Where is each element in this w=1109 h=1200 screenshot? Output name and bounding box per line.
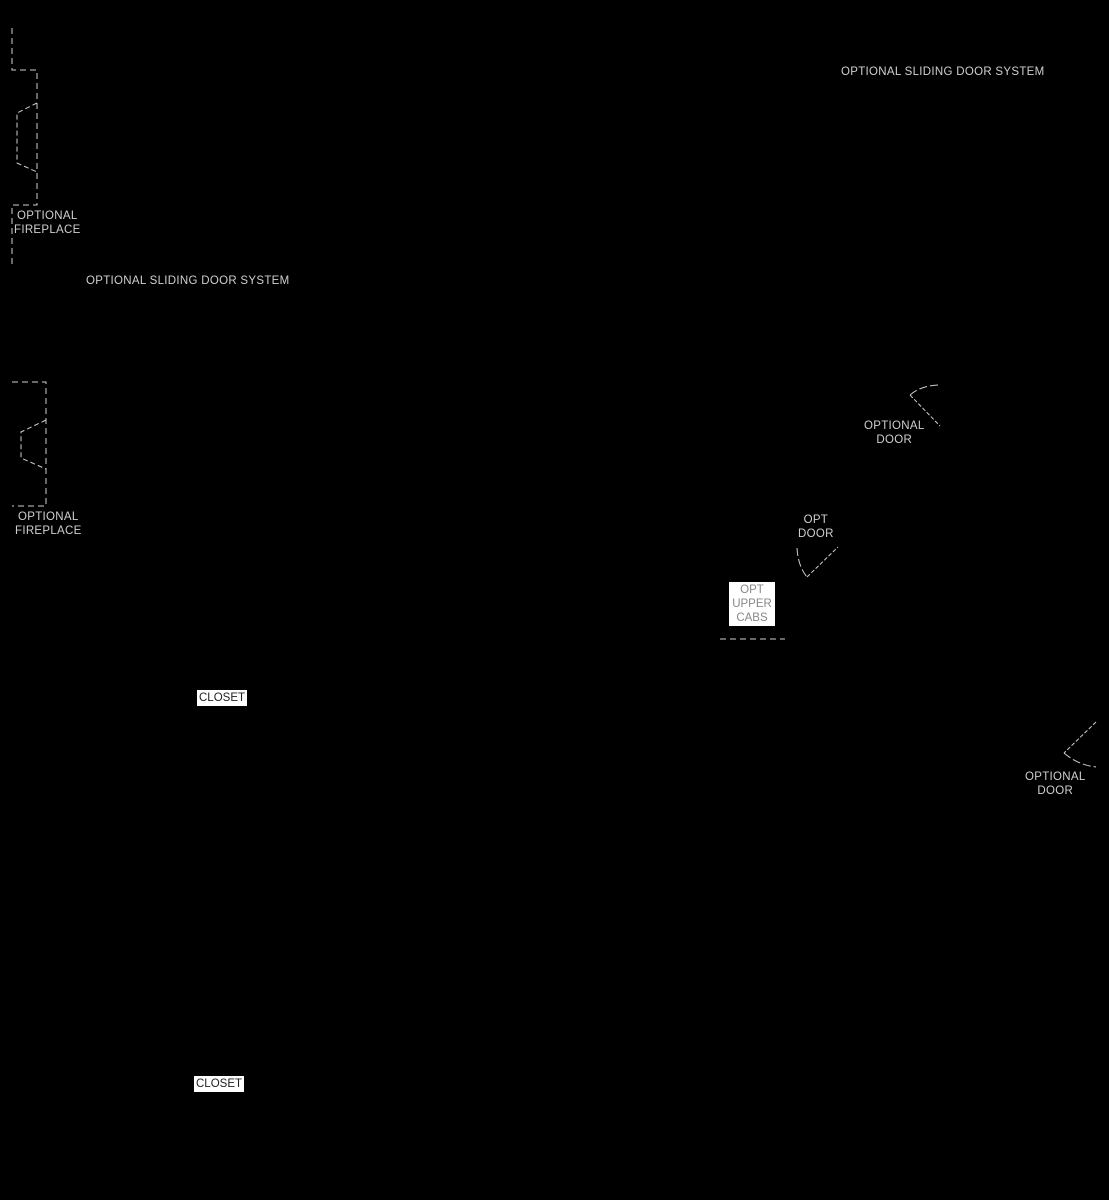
sliding-door-label-top-right: OPTIONAL SLIDING DOOR SYSTEM bbox=[841, 66, 1045, 78]
door-label-lower-right bbox=[1025, 770, 1086, 798]
closet-label-upper: CLOSET bbox=[199, 692, 246, 704]
fireplace-label-lower-line1: OPTIONAL bbox=[18, 511, 79, 523]
closet-label-lower: CLOSET bbox=[196, 1078, 243, 1090]
door-label-upper-right-line2: DOOR bbox=[876, 434, 913, 446]
fireplace-label-upper-line2: FIREPLACE bbox=[14, 224, 81, 236]
fireplace-lower-outline bbox=[12, 382, 46, 506]
sliding-door-label-left: OPTIONAL SLIDING DOOR SYSTEM bbox=[86, 275, 290, 287]
fireplace-label-upper-line1: OPTIONAL bbox=[17, 210, 78, 222]
door-swing-opt bbox=[797, 547, 838, 577]
upper-cabs-label-line1: OPT bbox=[740, 584, 764, 596]
upper-cabs-label-line2: UPPER bbox=[732, 598, 772, 610]
door-label-lower-right-line1: OPTIONAL bbox=[1025, 771, 1086, 783]
opt-door-label bbox=[798, 513, 834, 541]
door-label-lower-right-line2: DOOR bbox=[1037, 785, 1074, 797]
fireplace-label-upper bbox=[14, 209, 81, 237]
upper-cabs-label-line3: CABS bbox=[736, 612, 768, 624]
door-label-upper-right-line1: OPTIONAL bbox=[864, 420, 925, 432]
fireplace-label-lower bbox=[15, 510, 82, 538]
fireplace-label-lower-line2: FIREPLACE bbox=[15, 525, 82, 537]
door-label-upper-right bbox=[864, 419, 925, 447]
opt-door-label-line1: OPT bbox=[803, 514, 829, 526]
opt-door-label-line2: DOOR bbox=[798, 528, 834, 540]
door-swing-lower-right bbox=[1064, 722, 1096, 767]
upper-cabs-label bbox=[729, 582, 775, 626]
